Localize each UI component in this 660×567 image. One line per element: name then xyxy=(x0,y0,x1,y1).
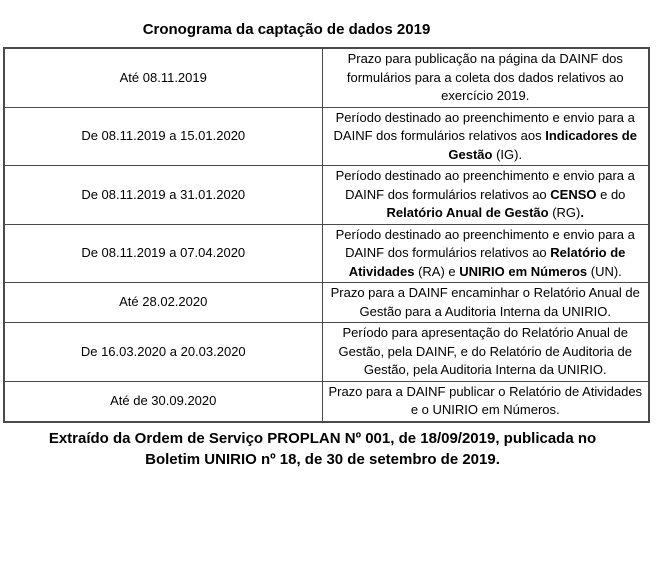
table-row xyxy=(4,323,649,382)
description-segment: e do xyxy=(596,186,626,202)
schedule-table-body xyxy=(4,48,649,422)
date-cell: De 08.11.2019 a 31.01.2020 xyxy=(4,166,322,225)
description-bold-segment: CENSO xyxy=(550,186,597,202)
source-note-line-1: Extraído da Ordem de Serviço PROPLAN Nº 001, de 18/09/2019, publicada no xyxy=(48,429,597,447)
description-cell xyxy=(322,224,649,283)
date-cell: Até 28.02.2020 xyxy=(4,283,322,323)
table-row xyxy=(4,166,649,225)
description-segment: (RG) xyxy=(548,205,581,220)
description-segment: Período destinado ao preenchimento e envio para a DAINF dos formulários relativos ao xyxy=(335,226,635,260)
source-note xyxy=(0,428,645,470)
description-bold-segment: Indicadores de Gestão xyxy=(448,128,637,162)
description-segment: Prazo para publicação na página da DAINF dos formulários para a coleta dos dados relativos ao exercício 2019. xyxy=(346,51,624,103)
description-segment: Período para apresentação do Relatório Anual de Gestão, pela DAINF, e do Relatório de Auditoria de Gestão, pela Auditoria Interna da UNIRIO. xyxy=(338,325,632,377)
description-segment: Período destinado ao preenchimento e envio para a DAINF dos formulários relativos ao xyxy=(335,168,635,202)
description-bold-segment: . xyxy=(580,205,584,220)
description-bold-segment: Relatório de Atividades xyxy=(348,245,626,279)
source-note-line-2: Boletim UNIRIO nº 18, de 30 de setembro de 2019. xyxy=(145,450,500,468)
description-cell xyxy=(322,48,649,107)
description-bold-segment: UNIRIO em Números xyxy=(459,263,588,279)
document-page xyxy=(0,22,660,567)
description-cell xyxy=(322,381,649,422)
description-segment: (RA) e xyxy=(414,263,460,279)
description-segment: (UN). xyxy=(587,263,622,279)
table-row xyxy=(4,224,649,283)
description-cell xyxy=(322,107,649,166)
description-segment: (IG). xyxy=(492,146,523,162)
table-row xyxy=(4,283,649,323)
description-cell xyxy=(322,166,649,225)
date-cell: De 08.11.2019 a 07.04.2020 xyxy=(4,224,322,283)
description-cell xyxy=(322,283,649,323)
table-row xyxy=(4,48,649,107)
table-row xyxy=(4,381,649,422)
description-segment: Prazo para a DAINF encaminhar o Relatório Anual de Gestão para a Auditoria Interna da UNIRIO. xyxy=(330,285,640,319)
schedule-table xyxy=(3,47,650,423)
table-row xyxy=(4,107,649,166)
description-segment: Prazo para a DAINF publicar o Relatório de Atividades e o UNIRIO em Números. xyxy=(328,383,643,417)
description-segment: Período destinado ao preenchimento e envio para a DAINF dos formulários relativos aos xyxy=(333,109,635,143)
date-cell: Até de 30.09.2020 xyxy=(4,381,322,422)
description-cell xyxy=(322,323,649,382)
description-bold-segment: Relatório Anual de Gestão xyxy=(386,205,549,220)
page-title: Cronograma da captação de dados 2019 xyxy=(142,21,431,38)
date-cell: De 16.03.2020 a 20.03.2020 xyxy=(4,323,322,382)
date-cell: Até 08.11.2019 xyxy=(4,48,322,107)
date-cell: De 08.11.2019 a 15.01.2020 xyxy=(4,107,322,166)
